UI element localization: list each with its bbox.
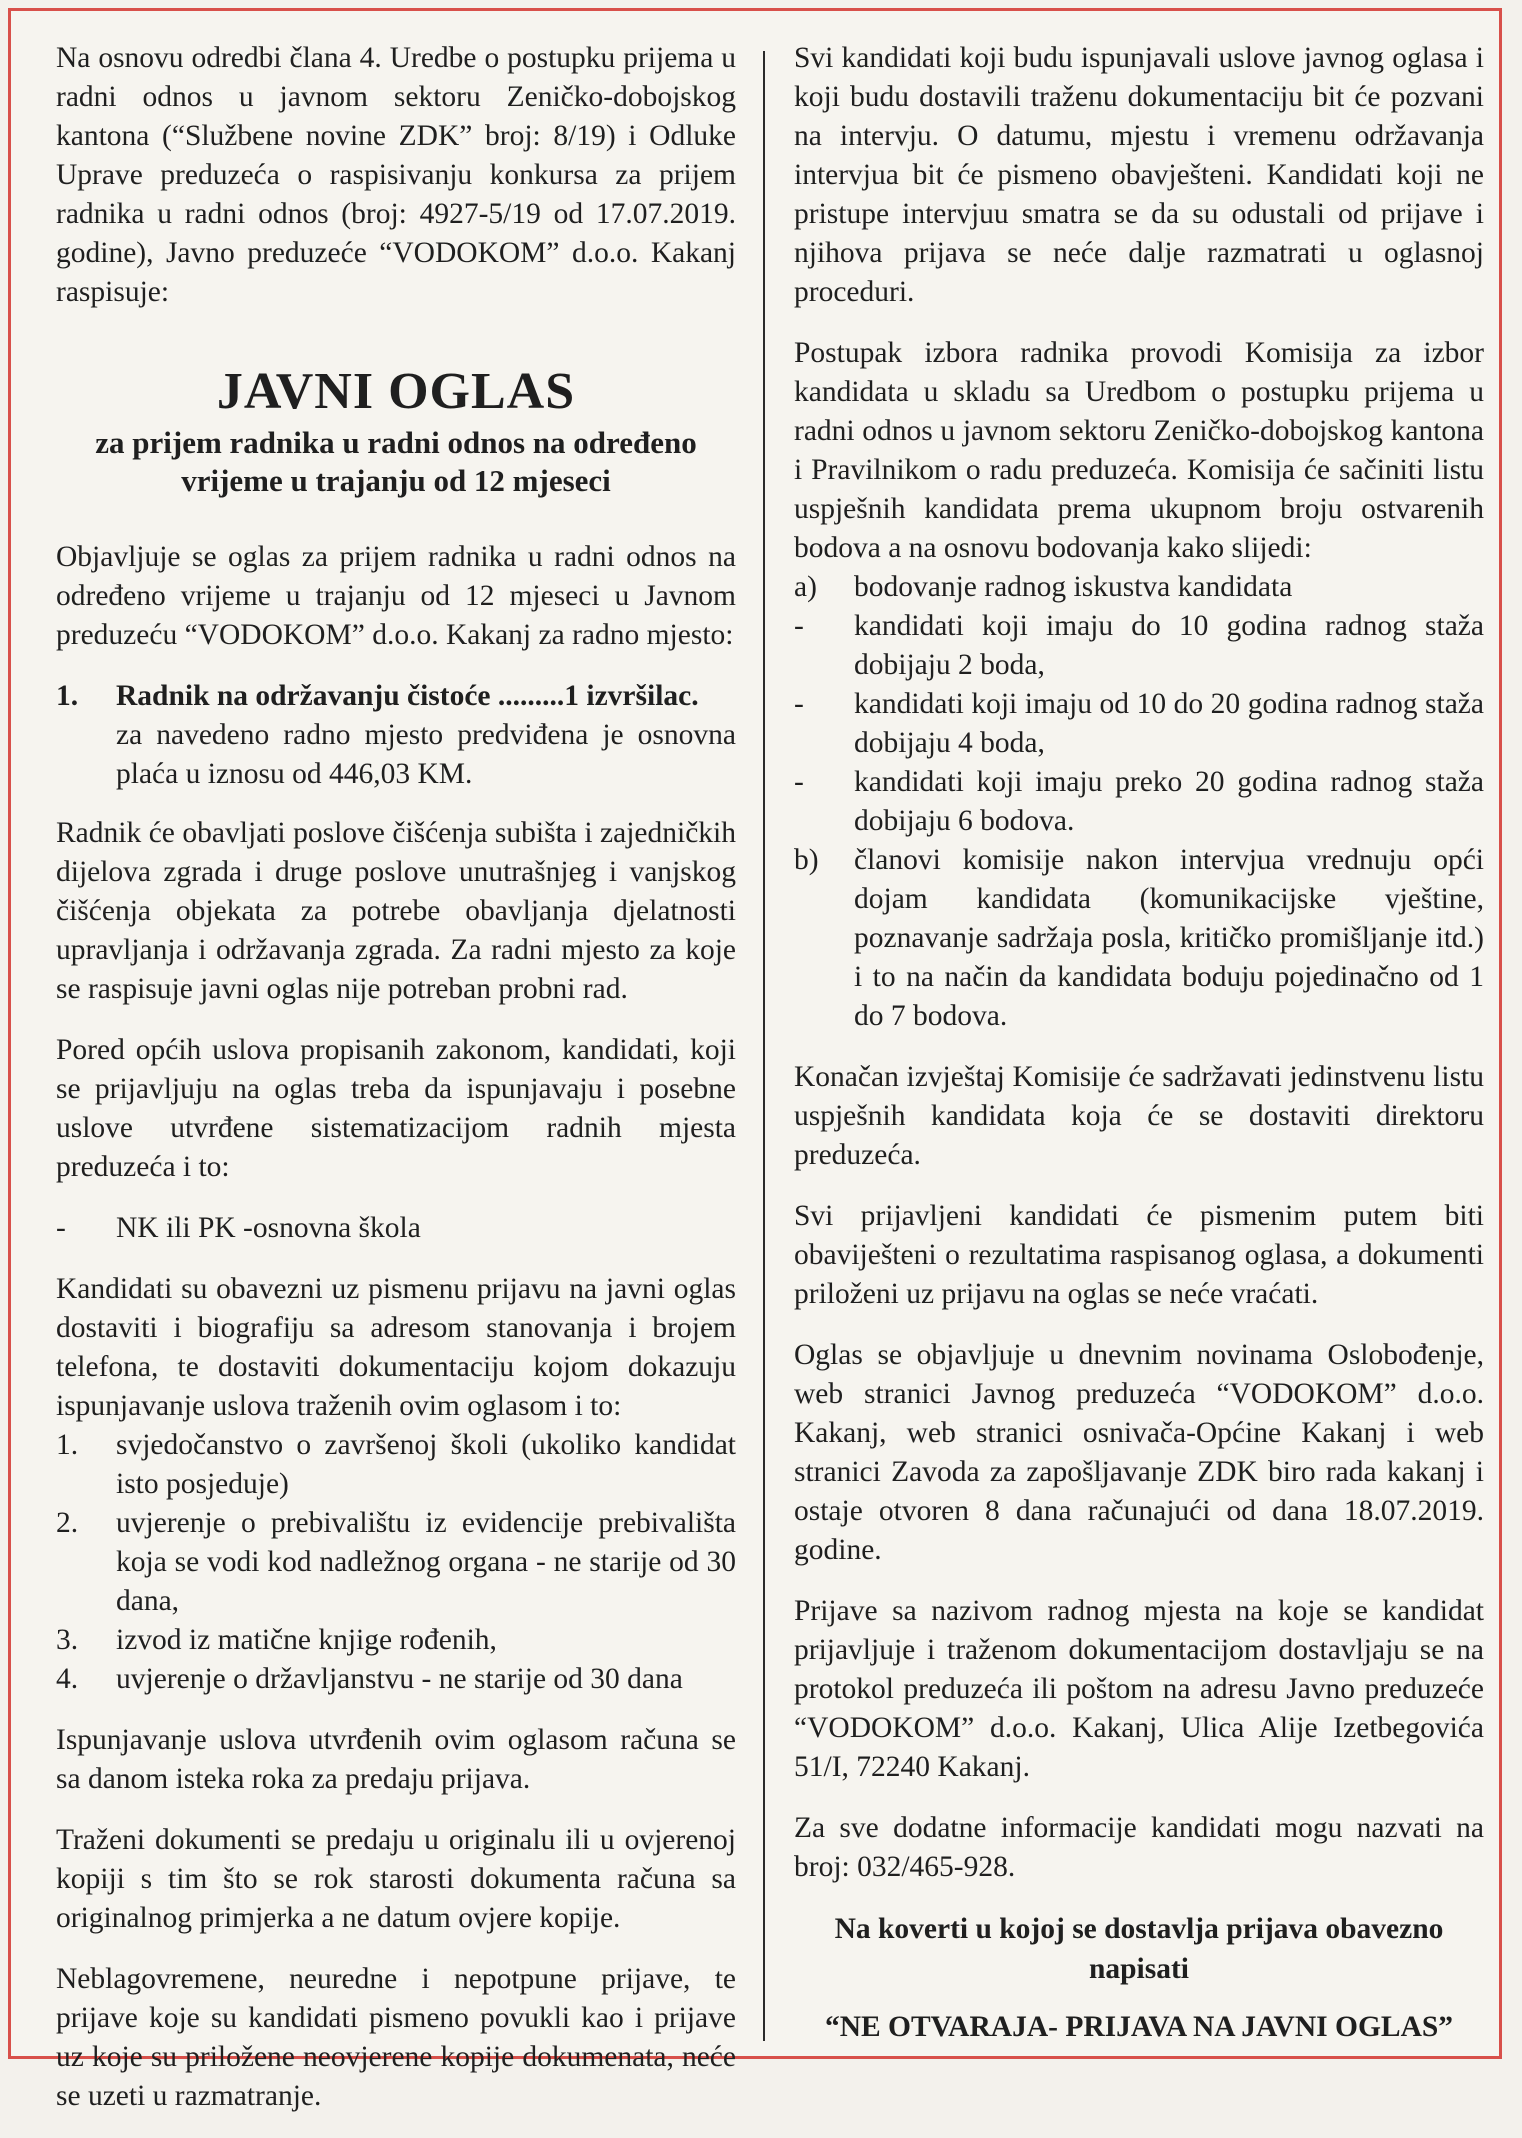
originals-paragraph: Traženi dokumenti se predaju u originalu ili u ovjerenoj kopiji s tim što se rok starosti dokumenta računa sa originalnog primjerka a ne datum ovjere kopije. <box>56 1824 736 1934</box>
position-number: 1. <box>56 680 79 712</box>
notification-paragraph: Svi prijavljeni kandidati će pismenim putem biti obaviješteni o rezultatima raspisanog oglasa, a dokumenti priloženi uz prijavu na oglas se neće vraćati. <box>794 1200 1484 1310</box>
criteria-list <box>794 568 1484 1036</box>
list-item-number: 2. <box>56 1507 79 1539</box>
condition-dash: - <box>56 1212 66 1244</box>
list-item-text: kandidati koji imaju preko 20 godina radnog staža dobijaju 6 bodova. <box>854 766 1484 837</box>
envelope-note: Na koverti u kojoj se dostavlja prijava obavezno napisati <box>834 1913 1444 1985</box>
report-paragraph: Konačan izvještaj Komisije će sadržavati jedinstvenu listu uspješnih kandidata koja će se dostaviti direktoru preduzeća. <box>794 1061 1484 1171</box>
ad-title: JAVNI OGLAS <box>216 363 576 420</box>
advertisement-frame <box>8 8 1502 2112</box>
list-item-number: 4. <box>56 1663 79 1695</box>
list-item-text: svjedočanstvo o završenoj školi (ukoliko kandidat isto posjeduje) <box>116 1429 736 1500</box>
list-item <box>56 1426 736 1504</box>
list-item <box>56 1504 736 1621</box>
contact-paragraph: Za sve dodatne informacije kandidati mogu nazvati na broj: 032/465-928. <box>794 1812 1484 1883</box>
list-item-text: kandidati koji imaju od 10 do 20 godina radnog staža dobijaju 4 boda, <box>854 688 1484 759</box>
criteria-b-mark: b) <box>794 844 819 876</box>
duties-paragraph: Radnik će obavljati poslove čišćenja subišta i zajedničkih dijelova zgrada i druge poslove unutrašnjeg i vanjskog čišćenja objekata za potrebe obavljanja djelatnosti upravljanja i održavanja zgrada. Za radni mjesto za koje se raspisuje javni oglas nije potreban probni rad. <box>56 817 736 1005</box>
rejected-paragraph: Neblagovremene, neuredne i nepotpune prijave, te prijave koje su kandidati pismeno povukli kao i prijave uz koje su priložene neovjerene kopije dokumenata, neće se uzeti u razmatranje. <box>56 1963 736 2112</box>
dash-mark: - <box>794 688 804 720</box>
list-item <box>794 685 1484 763</box>
dash-mark: - <box>794 610 804 642</box>
submission-paragraph: Prijave sa nazivom radnog mjesta na koje se kandidat prijavljuje i traženom dokumentacijom dostavljaju se na protokol preduzeća ili poštom na adresu Javno preduzeće “VODOKOM” d.o.o. Kakanj, Ulica Alije Izetbegovića 51/I, 72240 Kakanj. <box>794 1595 1484 1783</box>
interview-paragraph: Svi kandidati koji budu ispunjavali uslove javnog oglasa i koji budu dostavili traženu dokumentaciju bit će pozvani na intervju. O datumu, mjestu i vremenu održavanja intervjua bit će pismeno obavješteni. Kandidati koji ne pristupe intervjuu smatra se da su odustali od prijave i njihova prijava se neće dalje razmatrati u oglasnoj proceduri. <box>794 42 1484 308</box>
list-item <box>56 1621 736 1660</box>
list-item-text: izvod iz matične knjige rođenih, <box>116 1624 497 1656</box>
list-item-number: 3. <box>56 1624 79 1656</box>
list-item <box>794 607 1484 685</box>
dash-mark: - <box>794 766 804 798</box>
column-divider <box>763 51 765 2041</box>
envelope-text: “NE OTVARAJA- PRIJAVA NA JAVNI OGLAS” <box>824 2011 1454 2043</box>
intro-paragraph: Na osnovu odredbi člana 4. Uredbe o postupku prijema u radni odnos u javnom sektoru Zeničko-dobojskog kantona (“Službene novine ZDK” broj: 8/19) i Odluke Uprave preduzeća o raspisivanju konkursa za prijem radnika u radni odnos (broj: 4927-5/19 od 17.07.2019. godine), Javno preduzeće “VODOKOM” d.o.o. Kakanj raspisuje: <box>56 42 736 308</box>
criteria-b <box>794 841 1484 1036</box>
list-item <box>794 763 1484 841</box>
condition-text: NK ili PK -osnovna škola <box>116 1212 421 1244</box>
criteria-a-mark: a) <box>794 571 817 603</box>
publication-paragraph: Oglas se objavljuje u dnevnim novinama Oslobođenje, web stranici Javnog preduzeća “VODOKOM” d.o.o. Kakanj, web stranici osnivača-Općine Kakanj i web stranici Zavoda za zapošljavanje ZDK biro rada kakanj i ostaje otvoren 8 dana računajući od dana 18.07.2019. godine. <box>794 1339 1484 1566</box>
documents-intro: Kandidati su obavezni uz pismenu prijavu na javni oglas dostaviti i biografiju sa adresom stanovanja i brojem telefona, te dostaviti dokumentaciju kojom dokazuju ispunjavanje uslova traženih ovim oglasom i to: <box>56 1273 736 1422</box>
announce-paragraph: Objavljuje se oglas za prijem radnika u radni odnos na određeno vrijeme u trajanju od 12 mjeseci u Javnom preduzeću “VODOKOM” d.o.o. Kakanj za radno mjesto: <box>56 541 736 651</box>
list-item-text: uvjerenje o državljanstvu - ne starije od 30 dana <box>116 1663 683 1695</box>
list-item-text: kandidati koji imaju do 10 godina radnog staža dobijaju 2 boda, <box>854 610 1484 681</box>
criteria-a-text: bodovanje radnog iskustva kandidata <box>854 571 1293 603</box>
left-column <box>56 39 736 2138</box>
ad-subtitle: za prijem radnika u radni odnos na određeno vrijeme u trajanju od 12 mjeseci <box>95 425 697 498</box>
position-detail: za navedeno radno mjesto predviđena je osnovna plaća u iznosu od 446,03 KM. <box>116 719 736 790</box>
position-block <box>56 677 736 794</box>
criteria-a <box>794 568 1484 607</box>
position-title: Radnik na održavanju čistoće .........1 izvršilac. <box>116 680 699 712</box>
right-column <box>794 39 1484 2047</box>
selection-paragraph: Postupak izbora radnika provodi Komisija za izbor kandidata u skladu sa Uredbom o postupku prijema u radni odnos u javnom sektoru Zeničko-dobojskog kantona i Pravilnikom o radu preduzeća. Komisija će sačiniti listu uspješnih kandidata prema ukupnom broju ostvarenih bodova a na osnovu bodovanja kako slijedi: <box>794 337 1484 564</box>
criteria-b-text: članovi komisije nakon intervjua vrednuju opći dojam kandidata (komunikacijske vještine, poznavanje sadržaja posla, kritičko promišljanje itd.) i to na način da kandidata boduju pojedinačno od 1 do 7 bodova. <box>854 844 1484 1032</box>
conditions-paragraph: Pored općih uslova propisanih zakonom, kandidati, koji se prijavljuju na oglas treba da ispunjavaju i posebne uslove utvrđene sistematizacijom radnih mjesta preduzeća i to: <box>56 1034 736 1183</box>
list-item-text: uvjerenje o prebivalištu iz evidencije prebivališta koja se vodi kod nadležnog organa - ne starije od 30 dana, <box>116 1507 736 1617</box>
condition-item <box>56 1209 736 1248</box>
list-item-number: 1. <box>56 1429 79 1461</box>
deadline-paragraph: Ispunjavanje uslova utvrđenih ovim oglasom računa se sa danom isteka roka za predaju prijava. <box>56 1724 736 1795</box>
list-item <box>56 1660 736 1699</box>
documents-list <box>56 1426 736 1699</box>
